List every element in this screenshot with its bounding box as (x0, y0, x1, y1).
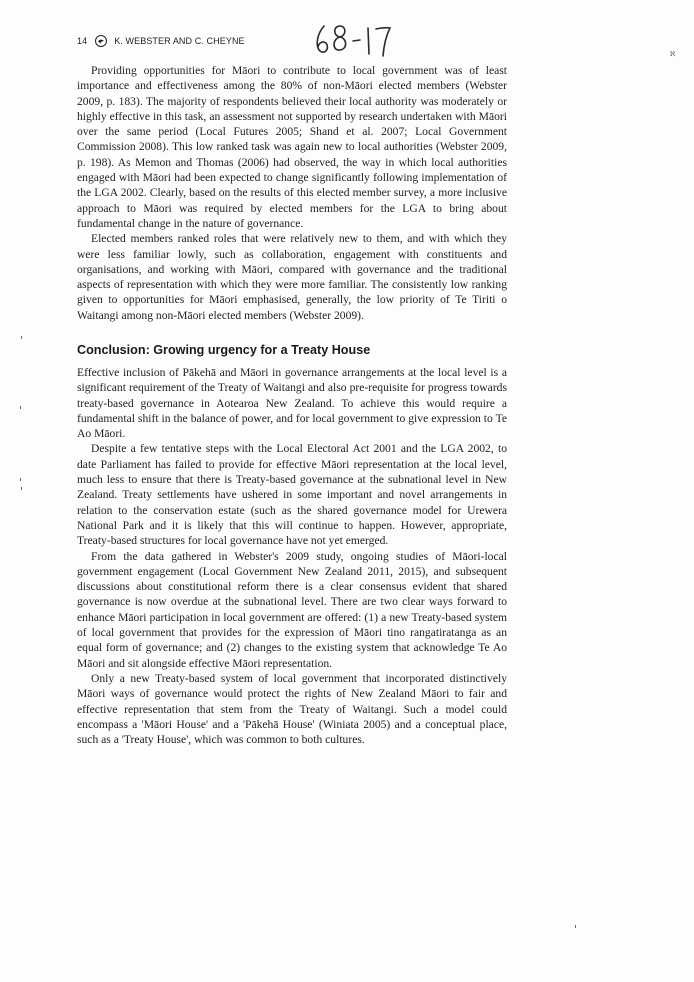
handwritten-annotation (310, 18, 400, 62)
paragraph: Effective inclusion of Pākehā and Māori in governance arrangements at the local level is a significant requirement of the Treaty of Waitangi and also pre-requisite for progress towards treaty-based governance in Aotearoa New Zealand. To achieve this would require a fundamental shift in the balance of power, and for local government to give expression to Te Ao Māori. (77, 366, 507, 441)
paragraph: Elected members ranked roles that were relatively new to them, and with which they were less familiar lowly, such as collaboration, engagement with constituents and organisations, and working with Māori, compared with governance and the traditional aspects of representation with which they were more familiar. The consistently low ranking given to opportunities for Māori emphasised, generally, the low priority of Te Tiriti o Waitangi among non-Māori elected members (Webster 2009). (77, 232, 507, 322)
paragraph: Only a new Treaty-based system of local government that incorporated distinctively Māori ways of governance would protect the rights of New Zealand Māori to fair and effective representation that stem from the Treaty of Waitangi. Such a model could encompass a 'Māori House' and a 'Pākehā House' (Winiata 2005) and a conceptual place, such as a 'Treaty House', which was common to both cultures. (77, 671, 507, 747)
routledge-logo-icon (95, 35, 107, 47)
corner-mark: ℵ (670, 50, 676, 58)
paragraph: From the data gathered in Webster's 2009 study, ongoing studies of Māori-local government engagement (Local Government New Zealand 2011, 2015), and subsequent discussions about constitutional reform there is a clear consensus evident that shared governance is now overdue at the subnational level. There are two clear ways forward to enhance Māori participation in local government are offered: (1) a new Treaty-based system of local government that provides for the expression of Māori tino rangatiratanga as an equal form of governance; and (2) changes to the existing system that acknowledge Te Ao Māori and sit alongside effective Māori representation. (77, 549, 507, 670)
page-number: 14 (77, 36, 88, 46)
scan-mark (575, 925, 576, 928)
scan-mark (21, 487, 22, 490)
scan-mark (21, 336, 22, 339)
body-text-before-heading (77, 63, 507, 323)
body-text-after-heading (77, 365, 507, 747)
scan-mark (20, 478, 21, 481)
scan-mark (20, 406, 21, 409)
section-heading: Conclusion: Growing urgency for a Treaty House (77, 343, 371, 357)
running-head (77, 33, 245, 49)
paragraph: Providing opportunities for Māori to contribute to local government was of least importance and effectiveness among the 80% of non-Māori elected members (Webster 2009, p. 183). The majority of respondents believed their local authority was moderately or highly effective in this task, an assessment not supported by research undertaken with Māori over the same period (Local Futures 2005; Shand et al. 2007; Local Government Commission 2008). This low ranked task was again new to local authorities (Webster 2009, p. 198). As Memon and Thomas (2006) had observed, the way in which local authorities engaged with Māori had been expected to change significantly following implementation of the LGA 2002. Clearly, based on the results of this elected member survey, a more inclusive approach to Māori was required by elected members for the LGA to bring about fundamental change in the nature of governance. (77, 64, 507, 230)
paragraph: Despite a few tentative steps with the Local Electoral Act 2001 and the LGA 2002, to date Parliament has failed to provide for effective Māori representation at the local level, much less to ensure that there is Treaty-based governance at the subnational level in New Zealand. Treaty settlements have ushered in some important and novel arrangements in relation to the conservation estate (such as the shared governance model for Urewera National Park and it is likely that this will continue to happen. However, appropriate, Treaty-based structures for local governance have not yet emerged. (77, 442, 507, 548)
running-head-authors: K. WEBSTER AND C. CHEYNE (114, 36, 245, 46)
handwritten-text: 68-17 (310, 18, 313, 19)
